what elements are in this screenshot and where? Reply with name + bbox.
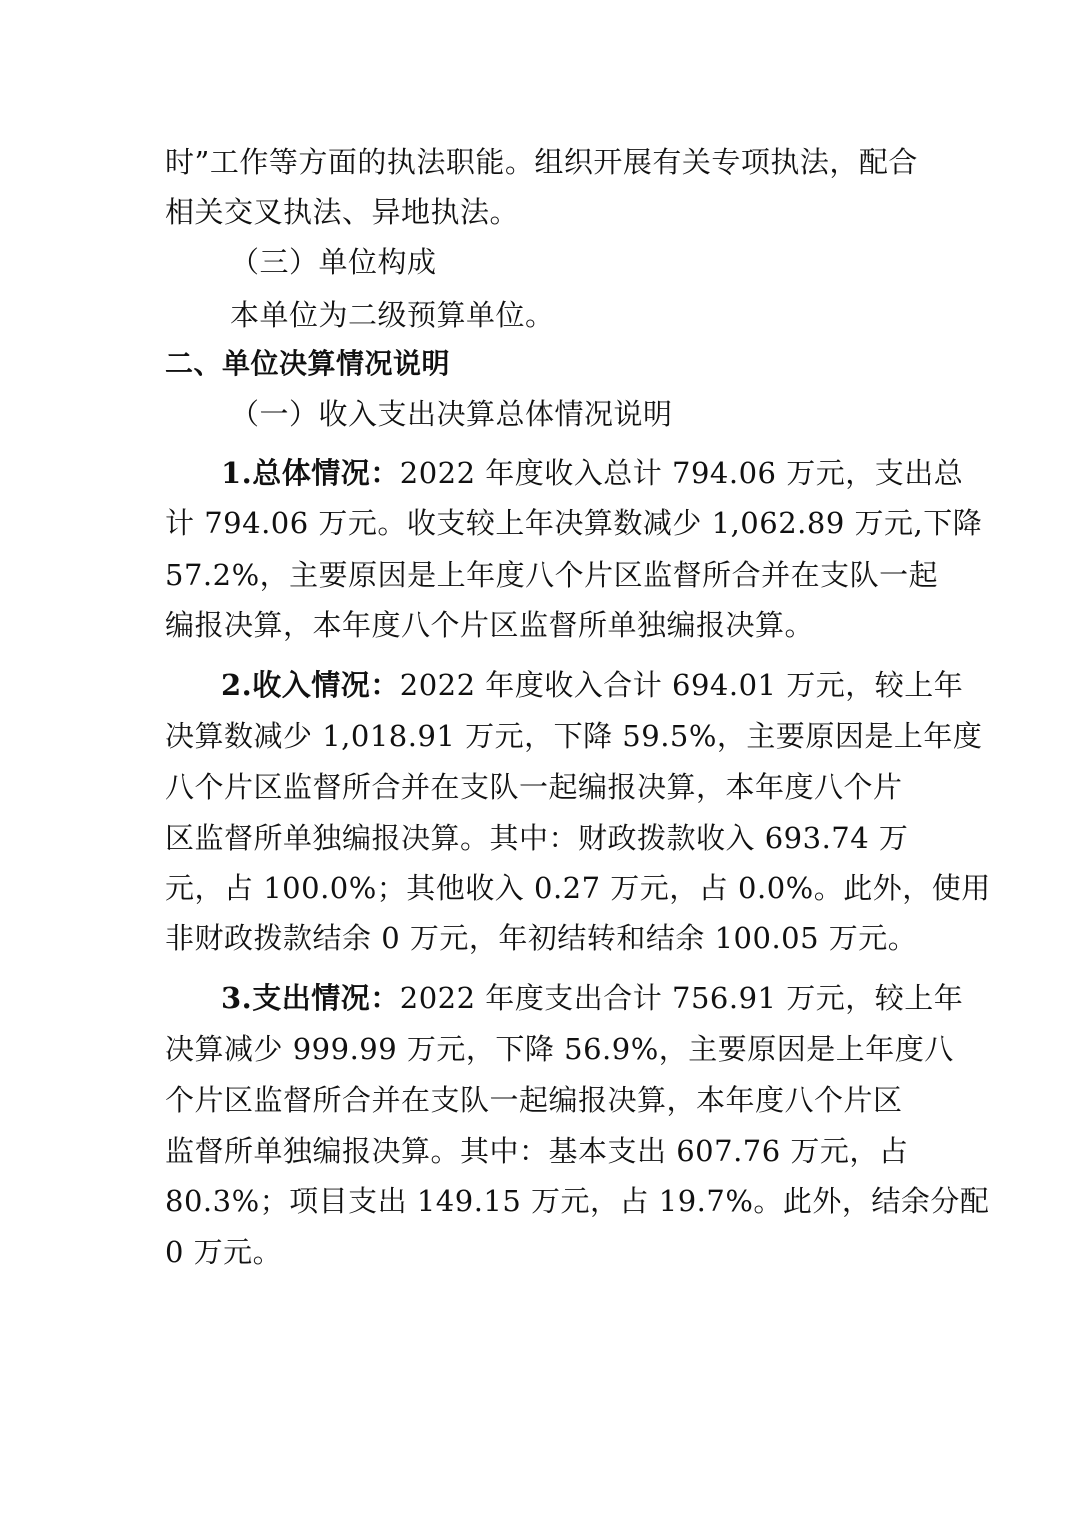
section-3-title: （三）单位构成 bbox=[230, 245, 437, 279]
income-line-6: 非财政拨款结余 0 万元，年初结转和结余 100.05 万元。 bbox=[165, 921, 918, 955]
overall-paragraph-line-1 bbox=[221, 453, 963, 493]
expense-paragraph-line-1 bbox=[221, 978, 963, 1018]
expense-line-6: 0 万元。 bbox=[165, 1235, 283, 1269]
expense-text-1: 2022 年度支出合计 756.91 万元，较上年 bbox=[399, 981, 964, 1015]
intro-line-1: 时”工作等方面的执法职能。组织开展有关专项执法，配合 bbox=[165, 145, 918, 179]
expense-label: 3.支出情况： bbox=[221, 981, 400, 1015]
income-line-4: 区监督所单独编报决算。其中：财政拨款收入 693.74 万 bbox=[165, 821, 909, 855]
overall-line-4: 编报决算，本年度八个片区监督所单独编报决算。 bbox=[165, 608, 815, 642]
section-3-body: 本单位为二级预算单位。 bbox=[230, 298, 555, 332]
income-text-1: 2022 年度收入合计 694.01 万元，较上年 bbox=[399, 668, 964, 702]
overall-line-2: 计 794.06 万元。收支较上年决算数减少 1,062.89 万元,下降 bbox=[165, 506, 983, 540]
expense-line-3: 个片区监督所合并在支队一起编报决算，本年度八个片区 bbox=[165, 1083, 903, 1117]
expense-line-5: 80.3%；项目支出 149.15 万元，占 19.7%。此外，结余分配 bbox=[165, 1184, 990, 1218]
chapter-2-title: 二、单位决算情况说明 bbox=[165, 347, 451, 380]
expense-line-4: 监督所单独编报决算。其中：基本支出 607.76 万元，占 bbox=[165, 1134, 909, 1168]
subsection-1-title: （一）收入支出决算总体情况说明 bbox=[230, 397, 673, 431]
overall-line-3: 57.2%，主要原因是上年度八个片区监督所合并在支队一起 bbox=[165, 558, 939, 592]
income-line-5: 元，占 100.0%；其他收入 0.27 万元，占 0.0%。此外，使用 bbox=[165, 871, 991, 905]
income-line-3: 八个片区监督所合并在支队一起编报决算，本年度八个片 bbox=[165, 770, 903, 804]
income-line-2: 决算数减少 1,018.91 万元，下降 59.5%，主要原因是上年度 bbox=[165, 719, 983, 753]
expense-line-2: 决算减少 999.99 万元，下降 56.9%，主要原因是上年度八 bbox=[165, 1032, 954, 1066]
income-paragraph-line-1 bbox=[221, 665, 963, 705]
overall-text-1: 2022 年度收入总计 794.06 万元，支出总 bbox=[399, 456, 964, 490]
income-label: 2.收入情况： bbox=[221, 668, 400, 702]
overall-label: 1.总体情况： bbox=[221, 456, 400, 490]
intro-line-2: 相关交叉执法、异地执法。 bbox=[165, 195, 520, 229]
